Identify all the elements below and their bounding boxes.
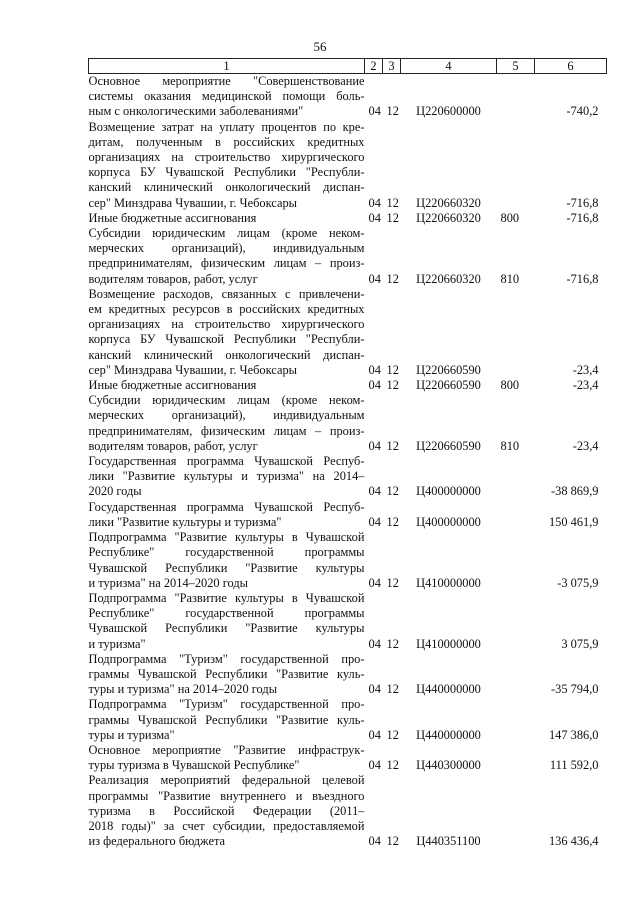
description-line: Республике" государственной программы: [88, 606, 365, 621]
description-line: предпринимателям, физическим лицам – произ-: [88, 256, 365, 271]
table-header: [89, 59, 607, 74]
row-expense-type: [497, 591, 535, 652]
description-line: граммы Чувашской Республики "Развитие куль-: [88, 712, 365, 727]
description-line: Возмещение затрат на уплату процентов по кре-: [88, 119, 365, 134]
row-description: [89, 591, 365, 652]
row-target-article: Ц220660320: [416, 271, 481, 286]
row-section-code: 04: [368, 636, 381, 651]
row-subsection-code: 12: [386, 484, 399, 499]
header-col-3: 3: [383, 59, 401, 74]
description-line: мерческих организаций), индивидуальным: [88, 241, 365, 256]
row-expense-type: [497, 530, 535, 591]
row-subsection-code: 12: [386, 362, 399, 377]
table-row: [89, 743, 607, 773]
table-row: [89, 591, 607, 652]
row-target-article: Ц220660590: [416, 362, 481, 377]
row-description: [89, 743, 365, 773]
row-section-code: 04: [368, 271, 381, 286]
budget-table: [88, 58, 607, 849]
row-subsection-code: 12: [386, 758, 399, 773]
row-description: [89, 773, 365, 849]
table-row: [89, 530, 607, 591]
row-target-article: Ц220660590: [416, 378, 481, 393]
row-section-code: 04: [368, 834, 381, 849]
description-line: туры и туризма" на 2014–2020 годы: [88, 682, 278, 697]
description-line: канский клинический онкологический диспан-: [88, 180, 365, 195]
row-target-article: Ц440000000: [416, 682, 481, 697]
row-expense-type: [497, 500, 535, 530]
row-expense-type: 810: [500, 271, 520, 286]
table-row: [89, 120, 607, 211]
row-description: [89, 697, 365, 743]
description-line: водителям товаров, работ, услуг: [88, 438, 258, 453]
row-expense-type: [497, 697, 535, 743]
description-line: Подпрограмма "Туризм" государственной про-: [88, 697, 365, 712]
header-col-4: 4: [401, 59, 497, 74]
row-amount: 111 592,0: [549, 758, 599, 773]
description-line: организациях на строительство хирургического: [88, 317, 365, 332]
row-subsection-code: 12: [386, 438, 399, 453]
description-line: Реализация мероприятий федеральной целевой: [88, 773, 365, 788]
row-amount: -716,8: [566, 195, 599, 210]
description-line: сер" Минздрава Чувашии, г. Чебоксары: [88, 195, 297, 210]
header-col-5: 5: [497, 59, 535, 74]
table-row: [89, 393, 607, 454]
row-target-article: Ц220660320: [416, 195, 481, 210]
row-target-article: Ц440300000: [416, 758, 481, 773]
description-line: туры и туризма": [88, 727, 175, 742]
description-line: граммы Чувашской Республики "Развитие куль-: [88, 666, 365, 681]
row-expense-type: 800: [500, 210, 520, 225]
row-target-article: Ц400000000: [416, 514, 481, 529]
row-expense-type: 800: [500, 378, 520, 393]
row-expense-type: 810: [500, 438, 520, 453]
row-description: [89, 74, 365, 120]
header-row: [89, 59, 607, 74]
row-amount: -716,8: [566, 271, 599, 286]
description-line: Основное мероприятие "Совершенствование: [88, 74, 365, 88]
row-section-code: 04: [368, 514, 381, 529]
table-row: [89, 211, 607, 226]
row-description: [89, 211, 365, 226]
description-line: корпуса БУ Чувашской Республики "Республи-: [88, 332, 365, 347]
row-subsection-code: 12: [386, 727, 399, 742]
row-description: [89, 226, 365, 287]
description-line: Чувашской Республики "Развитие культуры: [88, 621, 365, 636]
row-amount: -3 075,9: [557, 575, 599, 590]
row-section-code: 04: [368, 682, 381, 697]
row-section-code: 04: [368, 210, 381, 225]
description-line: сер" Минздрава Чувашии, г. Чебоксары: [88, 362, 297, 377]
table-row: [89, 697, 607, 743]
row-description: [89, 454, 365, 500]
description-line: Подпрограмма "Развитие культуры в Чувашской: [88, 590, 365, 605]
row-description: [89, 120, 365, 211]
table-row: [89, 773, 607, 849]
description-line: Чувашской Республики "Развитие культуры: [88, 560, 365, 575]
description-line: и туризма" на 2014–2020 годы: [88, 575, 248, 590]
row-target-article: Ц400000000: [416, 484, 481, 499]
description-line: туризма в Российской Федерации (2011–: [88, 803, 365, 818]
description-line: Подпрограмма "Туризм" государственной про-: [88, 651, 365, 666]
header-col-1: 1: [89, 59, 365, 74]
description-line: корпуса БУ Чувашской Республики "Республи-: [88, 165, 365, 180]
row-expense-type: [497, 652, 535, 698]
table-row: [89, 378, 607, 393]
description-line: водителям товаров, работ, услуг: [88, 271, 258, 286]
description-line: канский клинический онкологический диспан-: [88, 347, 365, 362]
description-line: Основное мероприятие "Развитие инфраструк-: [88, 742, 365, 757]
row-subsection-code: 12: [386, 210, 399, 225]
page-number: 56: [313, 39, 327, 54]
description-line: программы "Развитие внутреннего и въездного: [88, 788, 365, 803]
row-target-article: Ц220600000: [416, 104, 481, 119]
row-target-article: Ц220660590: [416, 438, 481, 453]
row-section-code: 04: [368, 484, 381, 499]
description-line: организациях на строительство хирургического: [88, 150, 365, 165]
row-amount: -740,2: [566, 104, 599, 119]
row-section-code: 04: [368, 575, 381, 590]
row-target-article: Ц440351100: [416, 834, 481, 849]
description-line: ем кредитных ресурсов в российских кредитных: [88, 302, 365, 317]
row-expense-type: [497, 287, 535, 378]
row-subsection-code: 12: [386, 834, 399, 849]
row-subsection-code: 12: [386, 575, 399, 590]
row-amount: 150 461,9: [548, 514, 599, 529]
row-amount: -23,4: [572, 438, 599, 453]
description-line: из федерального бюджета: [88, 834, 226, 849]
description-line: Иные бюджетные ассигнования: [88, 210, 257, 225]
table-row: [89, 287, 607, 378]
row-expense-type: [497, 773, 535, 849]
description-line: предпринимателям, физическим лицам – произ-: [88, 423, 365, 438]
row-section-code: 04: [368, 758, 381, 773]
table-row: [89, 500, 607, 530]
row-amount: -23,4: [572, 378, 599, 393]
description-line: Иные бюджетные ассигнования: [88, 378, 257, 393]
row-expense-type: [497, 74, 535, 120]
table-row: [89, 74, 607, 120]
row-target-article: Ц410000000: [416, 636, 481, 651]
row-section-code: 04: [368, 378, 381, 393]
description-line: Субсидии юридическим лицам (кроме неком-: [88, 393, 365, 408]
description-line: дитам, полученным в российских кредитных: [88, 134, 365, 149]
row-subsection-code: 12: [386, 514, 399, 529]
row-subsection-code: 12: [386, 636, 399, 651]
row-amount: 3 075,9: [561, 636, 599, 651]
description-line: туры туризма в Чувашской Республике": [88, 758, 300, 773]
row-subsection-code: 12: [386, 195, 399, 210]
table-row: [89, 454, 607, 500]
row-expense-type: [497, 743, 535, 773]
row-target-article: Ц220660320: [416, 210, 481, 225]
description-line: Субсидии юридическим лицам (кроме неком-: [88, 226, 365, 241]
description-line: лики "Развитие культуры и туризма" на 2014–: [88, 469, 365, 484]
table-row: [89, 652, 607, 698]
description-line: 2020 годы: [88, 484, 142, 499]
table-row: [89, 226, 607, 287]
row-amount: -23,4: [572, 362, 599, 377]
row-description: [89, 378, 365, 393]
row-amount: -38 869,9: [551, 484, 599, 499]
description-line: Подпрограмма "Развитие культуры в Чувашской: [88, 530, 365, 545]
row-description: [89, 530, 365, 591]
row-description: [89, 393, 365, 454]
header-col-6: 6: [535, 59, 607, 74]
row-section-code: 04: [368, 104, 381, 119]
row-description: [89, 500, 365, 530]
table-body: [89, 74, 607, 850]
description-line: мерческих организаций), индивидуальным: [88, 408, 365, 423]
row-subsection-code: 12: [386, 271, 399, 286]
row-description: [89, 652, 365, 698]
row-subsection-code: 12: [386, 682, 399, 697]
row-section-code: 04: [368, 438, 381, 453]
row-amount: -35 794,0: [551, 682, 599, 697]
description-line: системы оказания медицинской помощи боль-: [88, 89, 365, 104]
row-section-code: 04: [368, 362, 381, 377]
header-col-2: 2: [365, 59, 383, 74]
description-line: Возмещение расходов, связанных с привлечени-: [88, 286, 365, 301]
row-target-article: Ц440000000: [416, 727, 481, 742]
row-description: [89, 287, 365, 378]
row-section-code: 04: [368, 727, 381, 742]
description-line: Республике" государственной программы: [88, 545, 365, 560]
description-line: и туризма": [88, 636, 146, 651]
row-expense-type: [497, 454, 535, 500]
description-line: лики "Развитие культуры и туризма": [88, 514, 282, 529]
row-amount: 136 436,4: [548, 834, 599, 849]
row-subsection-code: 12: [386, 104, 399, 119]
row-expense-type: [497, 120, 535, 211]
row-amount: 147 386,0: [548, 727, 599, 742]
description-line: 2018 годы)" за счет субсидии, предоставляемой: [88, 818, 365, 833]
row-section-code: 04: [368, 195, 381, 210]
description-line: ным с онкологическими заболеваниями": [88, 104, 304, 119]
row-amount: -716,8: [566, 210, 599, 225]
description-line: Государственная программа Чувашской Респуб-: [88, 499, 365, 514]
row-subsection-code: 12: [386, 378, 399, 393]
row-target-article: Ц410000000: [416, 575, 481, 590]
description-line: Государственная программа Чувашской Респуб-: [88, 454, 365, 469]
